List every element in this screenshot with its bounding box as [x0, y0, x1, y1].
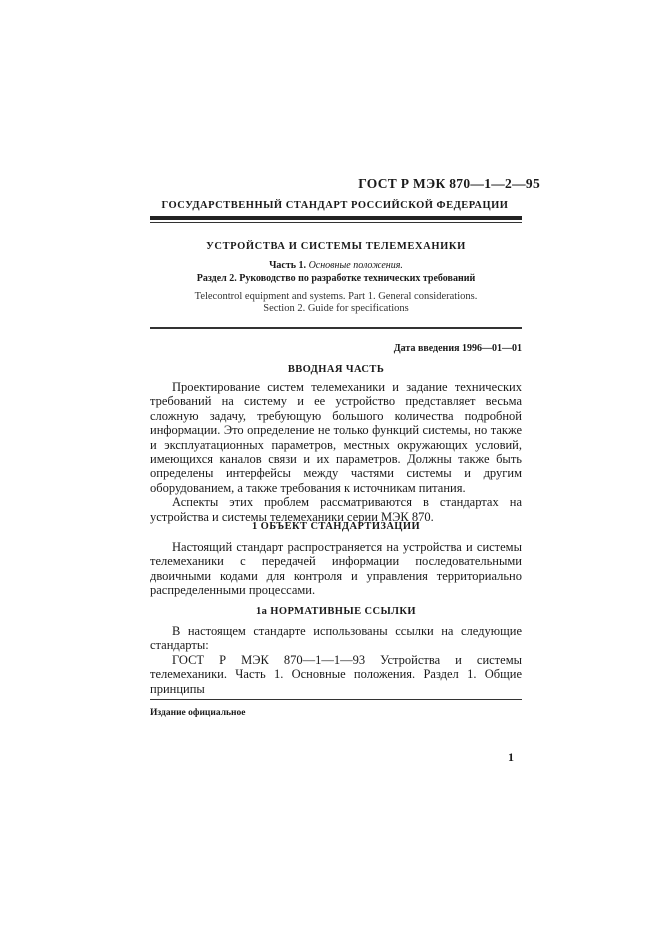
state-standard-title: ГОСУДАРСТВЕННЫЙ СТАНДАРТ РОССИЙСКОЙ ФЕДЕРАЦИИ: [161, 200, 509, 211]
english-title-line-1: Telecontrol equipment and systems. Part 1. General considerations.: [194, 291, 478, 302]
part-line: [150, 260, 522, 271]
effective-date: Дата введения 1996—01—01: [393, 343, 522, 354]
english-title-line-2: Section 2. Guide for specifications: [263, 303, 409, 314]
part-label: Часть 1.: [269, 260, 307, 271]
intro-heading: ВВОДНАЯ ЧАСТЬ: [287, 364, 385, 375]
section-1-body: [150, 540, 522, 598]
section-1a-paragraph-1: В настоящем стандарте использованы ссылки на следующие стандарты:: [150, 624, 522, 653]
intro-paragraph-2: Аспекты этих проблем рассматриваются в стандартах на устройства и системы телемеханики серии МЭК 870.: [150, 495, 522, 524]
section-subtitle: Раздел 2. Руководство по разработке технических требований: [196, 273, 476, 284]
part-name: Основные положения.: [308, 260, 403, 271]
footer-rule: [150, 699, 522, 700]
intro-paragraph-1: Проектирование систем телемеханики и задание технических требований на систему и ее устройство представляет весьма сложную задачу, требующую большого количества подробной информации. Это определение не только функций системы, но также и эксплуатационных параметров, местных окружающих условий, имеющихся каналов связи и их параметров. Должны также быть определены интерфейсы между частями системы и другим оборудованием, а также требования к источникам питания.: [150, 380, 522, 495]
document-number: ГОСТ Р МЭК 870—1—2—95: [358, 176, 540, 191]
section-1a-heading: 1а НОРМАТИВНЫЕ ССЫЛКИ: [255, 606, 416, 617]
section-1-heading: 1 ОБЪЕКТ СТАНДАРТИЗАЦИИ: [251, 521, 421, 532]
page-number: 1: [508, 750, 514, 764]
edition-note: Издание официальное: [150, 708, 246, 718]
section-1-paragraph-1: Настоящий стандарт распространяется на устройства и системы телемеханики с передачей информации последовательными двоичными кодами для контроля и управления территориально распределенными процессами.: [150, 540, 522, 598]
header-rule-thick: [150, 216, 522, 220]
header-rule-thin: [150, 222, 522, 223]
section-1a-body: [150, 624, 522, 696]
intro-body: [150, 380, 522, 524]
title-rule: [150, 327, 522, 329]
standard-title: УСТРОЙСТВА И СИСТЕМЫ ТЕЛЕМЕХАНИКИ: [206, 241, 466, 252]
section-1a-paragraph-2: ГОСТ Р МЭК 870—1—1—93 Устройства и системы телемеханики. Часть 1. Основные положения. Раздел 1. Общие принципы: [150, 652, 522, 696]
